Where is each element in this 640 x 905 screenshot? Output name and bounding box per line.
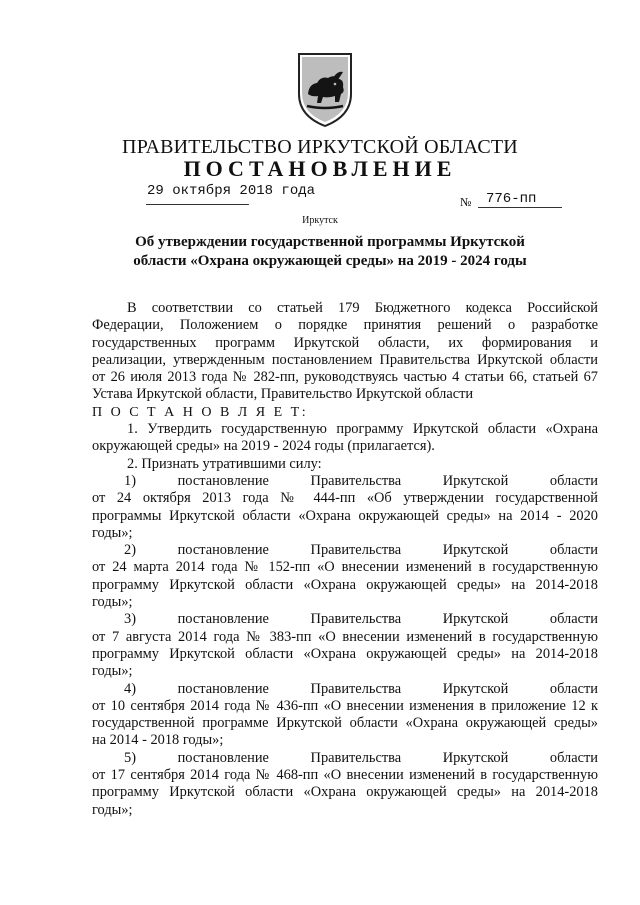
item-line: от 7 августа 2014 года № 383-пп «О внесении изменений в государственную [92,628,598,645]
item-word: Правительства [310,542,402,559]
item-word: Иркутской [442,611,509,628]
heading-line: Об утверждении государственной программы Иркутской [135,234,525,250]
coat-of-arms-emblem [293,50,357,128]
item-line: на 2014 - 2018 годы»; [92,732,224,749]
point-1-line: окружающей среды» на 2019 - 2024 годы (прилагается). [92,438,435,455]
document-number: 776-пп [486,191,537,207]
item-word: Иркутской [442,680,509,697]
point-1-line: 1. Утвердить государственную программу Иркутской области «Охрана [127,421,598,438]
item-word: постановление [177,680,269,697]
repealed-item-header [92,681,598,698]
body-line: от 26 июля 2013 года № 282-пп, руководствуясь частью 4 статьи 66, статьей 67 [92,369,598,386]
repealed-item-header [92,542,598,559]
item-line: годы»; [92,594,133,611]
item-word: постановление [177,749,269,766]
item-line: программы Иркутской области «Охрана окружающей среды» на 2014 - 2020 [92,507,598,524]
body-line: В соответствии со статьей 179 Бюджетного кодекса Российской [127,300,598,316]
item-word: области [549,680,598,697]
item-line: годы»; [92,524,133,541]
heading-line: области «Охрана окружающей среды» на 2019 - 2024 годы [133,253,527,269]
date-underline [146,204,249,205]
item-word: постановление [177,472,269,489]
body-line: государственных программ Иркутской области, их формирования и [92,334,598,351]
item-word: области [549,472,598,489]
item-number: 5) [124,749,136,766]
item-word: области [549,611,598,628]
item-word: Правительства [310,472,402,489]
repealed-item-header [92,750,598,767]
point-2-label: 2. Признать утратившими силу: [127,455,322,472]
body-line: Федерации, Положением о порядке принятия решений о разработке [92,317,598,334]
city-label: Иркутск [302,215,338,226]
item-line: годы»; [92,801,133,818]
item-line: годы»; [92,663,133,680]
repealed-item-header [92,473,598,490]
item-word: Иркутской [442,749,509,766]
item-word: постановление [177,611,269,628]
item-word: области [549,749,598,766]
item-number: 4) [124,680,136,697]
item-line: программу Иркутской области «Охрана окружающей среды» на 2014-2018 [92,576,598,593]
item-word: Правительства [310,611,402,628]
number-sign: № [460,195,472,209]
item-word: Правительства [310,749,402,766]
item-word: Правительства [310,680,402,697]
resolves-label: П О С Т А Н О В Л Я Е Т: [92,404,309,420]
repealed-item-header [92,611,598,628]
item-line: от 24 октября 2013 года № 444-пп «Об утверждении государственной [92,490,598,507]
number-underline [478,207,562,208]
item-word: Иркутской [442,542,509,559]
body-line: Устава Иркутской области, Правительство Иркутской области [92,386,474,403]
item-line: от 10 сентября 2014 года № 436-пп «О внесении изменения в приложение 12 к [92,697,598,714]
item-number: 3) [124,611,136,628]
document-body [92,300,598,819]
document-date: 29 октября 2018 года [147,183,316,199]
document-type: ПОСТАНОВЛЕНИЕ [183,156,457,181]
item-line: от 24 марта 2014 года № 152-пп «О внесении изменений в государственную [92,559,598,576]
item-number: 2) [124,542,136,559]
item-word: постановление [177,542,269,559]
document-heading [120,233,540,271]
item-line: программу Иркутской области «Охрана окружающей среды» на 2014-2018 [92,645,598,662]
government-title: ПРАВИТЕЛЬСТВО ИРКУТСКОЙ ОБЛАСТИ [122,136,518,158]
item-line: от 17 сентября 2014 года № 468-пп «О внесении изменений в государственную [92,767,598,784]
item-line: государственной программе Иркутской области «Охрана окружающей среды» [92,715,598,732]
item-word: Иркутской [442,472,509,489]
body-line: реализации, утвержденным постановлением Правительства Иркутской области [92,351,598,368]
item-number: 1) [124,472,136,489]
item-word: области [549,542,598,559]
item-line: программу Иркутской области «Охрана окружающей среды» на 2014-2018 [92,784,598,801]
